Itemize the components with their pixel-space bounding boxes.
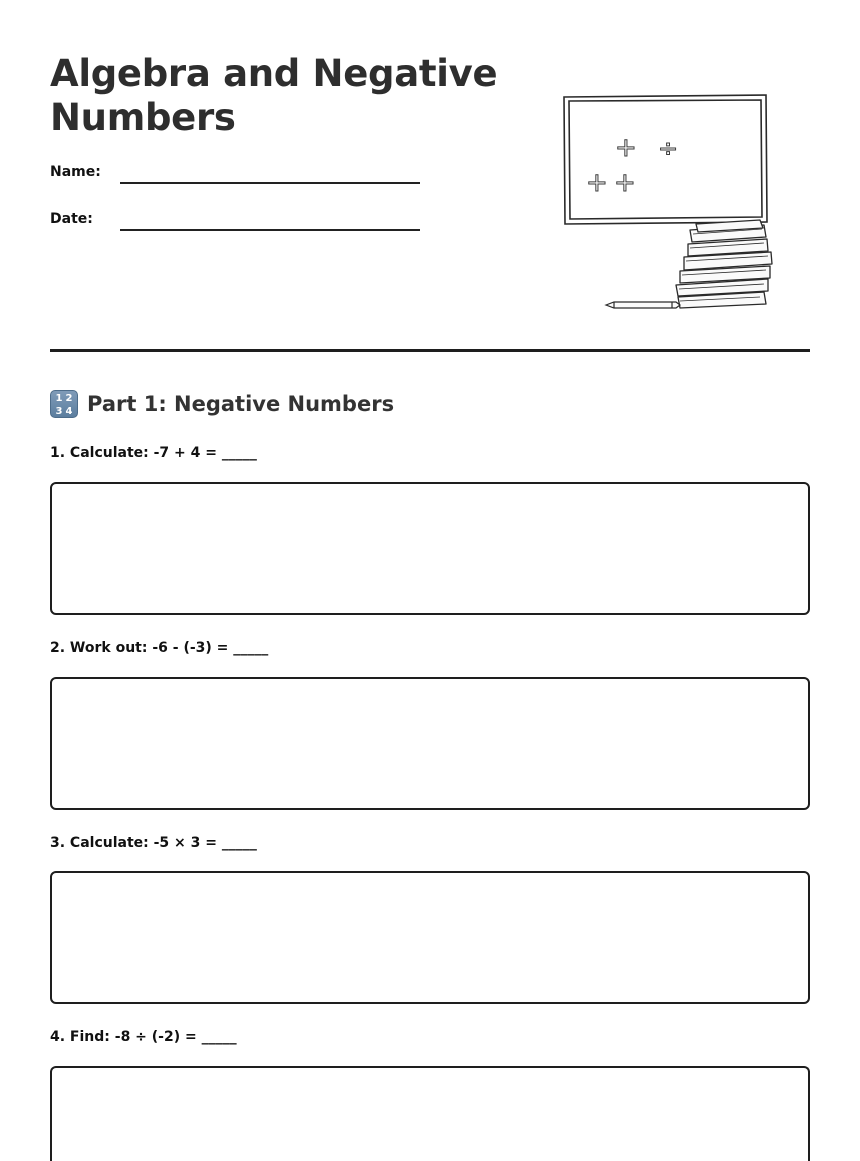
answer-box-2[interactable] <box>50 677 810 810</box>
question-2: 2. Work out: -6 - (-3) = _____ <box>50 640 269 656</box>
question-1: 1. Calculate: -7 + 4 = _____ <box>50 445 257 461</box>
plus-symbol-3 <box>614 168 636 198</box>
date-label: Date: <box>50 211 93 227</box>
answer-box-1[interactable] <box>50 482 810 615</box>
date-line[interactable] <box>120 229 420 231</box>
question-3: 3. Calculate: -5 × 3 = _____ <box>50 835 257 851</box>
answer-box-3[interactable] <box>50 871 810 1004</box>
svg-text:÷: ÷ <box>658 134 679 162</box>
answer-box-4[interactable] <box>50 1066 810 1161</box>
worksheet-title: Algebra and Negative Numbers <box>50 52 498 139</box>
date-field[interactable] <box>50 211 420 235</box>
plus-symbol-2 <box>586 168 608 198</box>
chalkboard-with-books-illustration <box>560 92 790 314</box>
part1-heading <box>50 388 394 420</box>
divide-symbol <box>658 134 678 162</box>
svg-text:+: + <box>615 133 637 163</box>
name-label: Name: <box>50 164 101 180</box>
book-stack <box>676 220 772 308</box>
worksheet-header <box>50 52 810 312</box>
plus-symbol-1 <box>615 133 637 163</box>
name-line[interactable] <box>120 182 420 184</box>
header-divider <box>50 349 810 352</box>
part1-title: Part 1: Negative Numbers <box>87 392 395 416</box>
input-numbers-icon: 1 2 3 4 <box>50 390 78 418</box>
question-4: 4. Find: -8 ÷ (-2) = _____ <box>50 1029 237 1045</box>
svg-text:+: + <box>586 168 608 198</box>
pencil <box>606 302 680 308</box>
name-field[interactable] <box>50 164 420 188</box>
svg-text:+: + <box>614 168 636 198</box>
